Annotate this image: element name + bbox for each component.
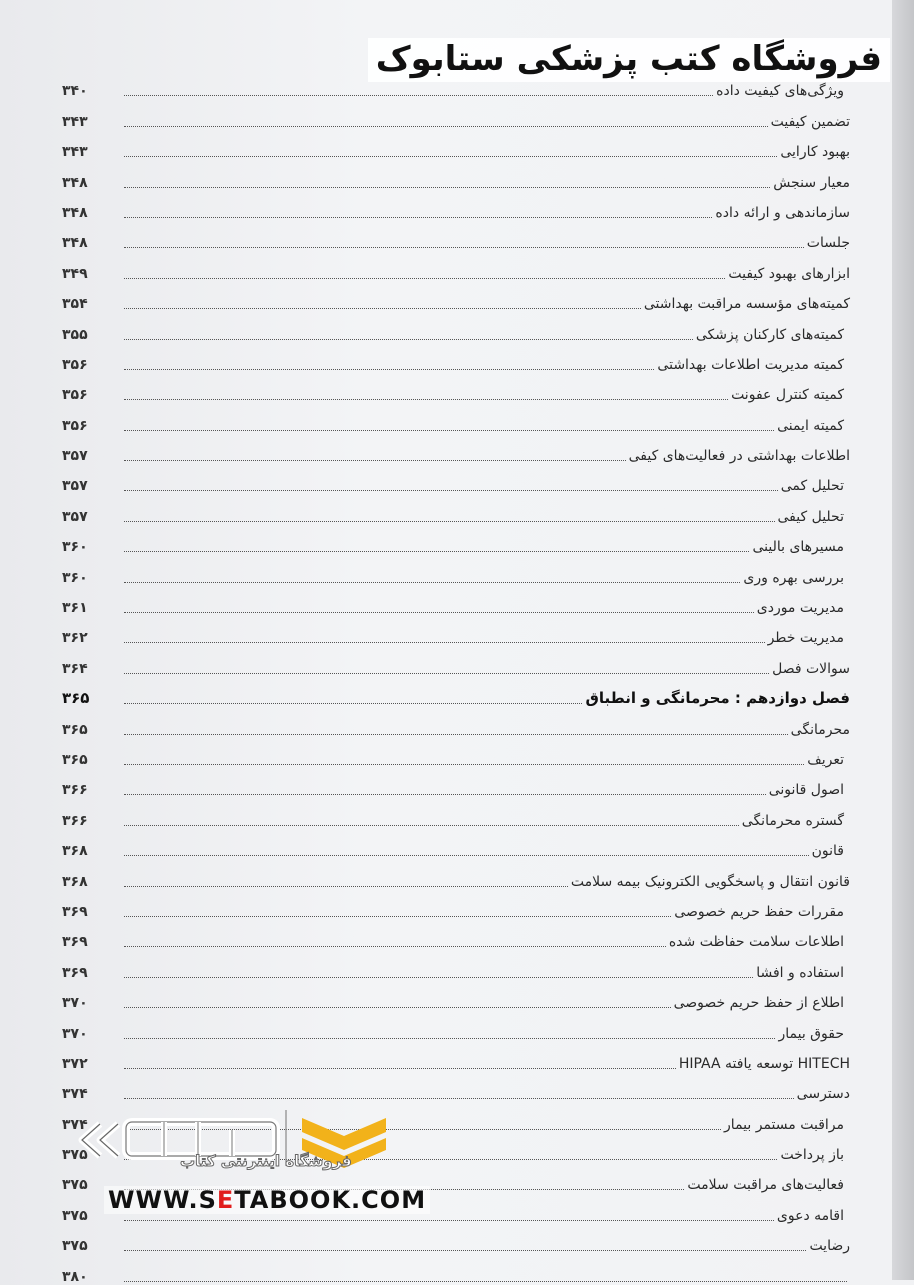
toc-entry-title: اصول قانونی: [768, 782, 844, 799]
toc-leader-dots: [124, 824, 739, 826]
toc-row: [62, 1071, 850, 1101]
toc-entry-title: ویژگی‌های کیفیت داده: [716, 83, 844, 100]
toc-row: [62, 645, 850, 675]
toc-entry-title: معیار سنجش: [773, 174, 850, 191]
toc-leader-dots: [124, 459, 626, 461]
toc-leader-dots: [124, 854, 809, 856]
toc-page-number: ۳۸۰: [62, 1268, 88, 1285]
toc-row: [62, 1253, 850, 1283]
toc-entry-title: تضمین کیفیت: [770, 113, 850, 130]
toc-leader-dots: [124, 885, 568, 887]
store-title: فروشگاه کتب پزشکی ستابوک: [368, 38, 890, 82]
toc-leader-dots: [124, 94, 713, 96]
toc-page-number: ۳۶۹: [62, 903, 88, 920]
toc-page-number: ۳۵۶: [62, 417, 88, 434]
toc-leader-dots: [124, 489, 778, 491]
toc-row: [62, 858, 850, 888]
toc-row: [62, 524, 850, 554]
toc-page-number: ۳۵۵: [62, 326, 88, 343]
toc-entry-title: کمیته مدیریت اطلاعات بهداشتی: [657, 356, 844, 373]
toc-row: [62, 767, 850, 797]
toc-entry-title: مقررات حفظ حریم خصوصی: [674, 903, 844, 920]
toc-page-number: ۳۶۰: [62, 539, 88, 556]
toc-row: [62, 372, 850, 402]
toc-entry-title: رضایت: [809, 1238, 850, 1255]
toc-row: [62, 98, 850, 128]
url-accent: E: [216, 1186, 235, 1214]
toc-entry-title: اطلاعات سلامت حفاظت شده: [668, 934, 844, 951]
toc-entry-title: اطلاع از حفظ حریم خصوصی: [673, 995, 844, 1012]
toc-leader-dots: [124, 550, 749, 552]
toc-leader-dots: [124, 793, 766, 795]
toc-leader-dots: [124, 398, 728, 400]
toc-entry-title: قانون انتقال و پاسخگویی الکترونیک بیمه سلامت: [570, 873, 850, 890]
toc-leader-dots: [124, 277, 725, 279]
toc-leader-dots: [124, 763, 804, 765]
toc-page-number: ۳۵۴: [62, 296, 88, 313]
toc-leader-dots: [124, 368, 654, 370]
toc-row: [62, 281, 850, 311]
toc-leader-dots: [124, 155, 777, 157]
toc-leader-dots: [124, 581, 740, 583]
toc-page-number: ۳۵۶: [62, 387, 88, 404]
toc-entry-title: اطلاعات بهداشتی در فعالیت‌های کیفی: [628, 448, 850, 465]
watermark-logo: [72, 1100, 392, 1174]
toc-page-number: ۳۶۱: [62, 600, 88, 617]
toc-leader-dots: [124, 915, 671, 917]
chapter-heading-row: [62, 676, 850, 706]
toc-page-number: ۳۷۴: [62, 1086, 88, 1103]
toc-entry-title: بهبود کارایی: [780, 144, 850, 161]
toc-row: [62, 220, 850, 250]
toc-entry-title: قانون: [811, 843, 844, 860]
watermark-tagline: فروشگاه اینترنتی کتاب: [180, 1152, 352, 1170]
toc-row: [62, 463, 850, 493]
toc-row: [62, 250, 850, 280]
toc-page-number: ۳۴۳: [62, 144, 88, 161]
toc-entry-title: اقامه دعوی: [776, 1207, 844, 1224]
toc-leader-dots: [124, 429, 774, 431]
toc-page-number: ۳۷۰: [62, 1025, 88, 1042]
toc-leader-dots: [124, 702, 582, 704]
toc-row: [62, 554, 850, 584]
toc-entry-title: جلسات: [806, 235, 850, 252]
toc-row: [62, 919, 850, 949]
toc-page-number: ۳۶۸: [62, 873, 88, 890]
toc-page-number: ۳۶۹: [62, 964, 88, 981]
toc-page-number: ۳۷۵: [62, 1238, 88, 1255]
toc-page-number: ۳۵۷: [62, 508, 88, 525]
toc-leader-dots: [124, 216, 712, 218]
toc-page-number: ۳۵۶: [62, 356, 88, 373]
toc-page-number: ۳۶۹: [62, 934, 88, 951]
toc-row: [62, 585, 850, 615]
toc-entry-title: تحلیل کیفی: [777, 508, 844, 525]
toc-entry-title: سوالات فصل: [772, 660, 850, 677]
toc-leader-dots: [124, 186, 770, 188]
toc-page-number: ۳۶۵: [62, 689, 90, 708]
toc-leader-dots: [124, 338, 693, 340]
url-prefix: WWW.S: [108, 1186, 217, 1214]
toc-entry-title: محرمانگی: [790, 721, 850, 738]
toc-entry-title: HITECH توسعه یافته HIPAA: [678, 1055, 850, 1072]
toc-entry-title: دسترسی: [796, 1086, 850, 1103]
toc-entry-title: کمیته کنترل عفونت: [731, 387, 844, 404]
toc-entry-title: مدیریت موردی: [756, 600, 844, 617]
toc-row: [62, 949, 850, 979]
toc-page-number: ۳۵۷: [62, 478, 88, 495]
toc-page-number: ۳۴۰: [62, 83, 88, 100]
toc-entry-title: ابزارهای بهبود کیفیت: [728, 265, 850, 282]
toc-leader-dots: [124, 1006, 671, 1008]
toc-row: [62, 190, 850, 220]
toc-entry-title: حقوق بیمار: [778, 1025, 844, 1042]
toc-page-number: ۳۷۰: [62, 995, 88, 1012]
toc-leader-dots: [124, 1067, 676, 1069]
page-edge: [892, 0, 914, 1280]
toc-page-number: ۳۷۵: [62, 1147, 88, 1164]
toc-row: [62, 402, 850, 432]
toc-entry-title: مدیریت خطر: [767, 630, 844, 647]
toc-row: [62, 797, 850, 827]
toc-row: [62, 615, 850, 645]
toc-leader-dots: [124, 611, 754, 613]
toc-leader-dots: [124, 125, 768, 127]
toc-leader-dots: [124, 945, 666, 947]
toc-leader-dots: [124, 976, 753, 978]
toc-entry-title: استفاده و افشا: [756, 964, 844, 981]
toc-page-number: ۳۷۵: [62, 1207, 88, 1224]
url-suffix: TABOOK.COM: [234, 1186, 427, 1214]
toc-leader-dots: [124, 641, 765, 643]
toc-row: [62, 1010, 850, 1040]
toc-row: [62, 1041, 850, 1071]
toc-row: [62, 1223, 850, 1253]
toc-page-number: ۳۶۶: [62, 812, 88, 829]
toc-row: [62, 828, 850, 858]
toc-row: [62, 889, 850, 919]
watermark-url: [104, 1186, 430, 1214]
toc-page-number: ۳۴۹: [62, 265, 88, 282]
toc-entry-title: مراقبت مستمر بیمار: [724, 1116, 844, 1133]
toc-page-number: ۳۶۲: [62, 630, 88, 647]
toc-entry-title: گستره محرمانگی: [741, 812, 844, 829]
toc-entry-title: تحلیل کمی: [780, 478, 844, 495]
toc-page-number: ۳۴۸: [62, 204, 88, 221]
toc-leader-dots: [124, 1037, 775, 1039]
toc-page-number: ۳۶۵: [62, 751, 88, 768]
toc-entry-title: باز پرداخت: [780, 1147, 844, 1164]
toc-page-number: ۳۷۲: [62, 1055, 88, 1072]
toc-row: [62, 737, 850, 767]
toc-row: [62, 493, 850, 523]
toc-leader-dots: [124, 307, 641, 309]
toc-page-number: ۳۶۸: [62, 843, 88, 860]
toc-row: [62, 342, 850, 372]
toc-page-number: ۳۶۶: [62, 782, 88, 799]
toc-entry-title: مسیرهای بالینی: [752, 539, 844, 556]
toc-leader-dots: [124, 1249, 806, 1251]
toc-page-number: ۳۴۸: [62, 235, 88, 252]
toc-page-number: ۳۵۷: [62, 448, 88, 465]
toc-leader-dots: [124, 1219, 774, 1221]
toc-entry-title: کمیته‌های کارکنان پزشکی: [695, 326, 844, 343]
toc-page-number: ۳۶۴: [62, 660, 88, 677]
toc-page-number: ۳۶۰: [62, 569, 88, 586]
toc-leader-dots: [124, 672, 769, 674]
toc-leader-dots: [124, 733, 788, 735]
toc-entry-title: فصل دوازدهم : محرمانگی و انطباق: [585, 689, 850, 708]
toc-row: [62, 129, 850, 159]
toc-page-number: ۳۶۵: [62, 721, 88, 738]
toc-entry-title: سازماندهی و ارائه داده: [715, 204, 850, 221]
toc-leader-dots: [124, 246, 804, 248]
toc-row: [62, 706, 850, 736]
toc-row: [62, 159, 850, 189]
toc-row: [62, 980, 850, 1010]
toc-entry-title: تعریف: [807, 751, 844, 768]
toc-leader-dots: [124, 1097, 794, 1099]
toc-leader-dots: [124, 520, 775, 522]
toc-page-number: ۳۴۸: [62, 174, 88, 191]
toc-entry-title: کمیته‌های مؤسسه مراقبت بهداشتی: [643, 296, 850, 313]
toc-row: [62, 311, 850, 341]
toc-entry-title: فعالیت‌های مراقبت سلامت: [687, 1177, 844, 1194]
toc-entry-title: کمیته ایمنی: [777, 417, 844, 434]
toc-page-number: ۳۷۵: [62, 1177, 88, 1194]
toc-page-number: ۳۴۳: [62, 113, 88, 130]
toc-entry-title: بررسی بهره وری: [743, 569, 844, 586]
toc-row: [62, 433, 850, 463]
toc-page-number: ۳۷۴: [62, 1116, 88, 1133]
